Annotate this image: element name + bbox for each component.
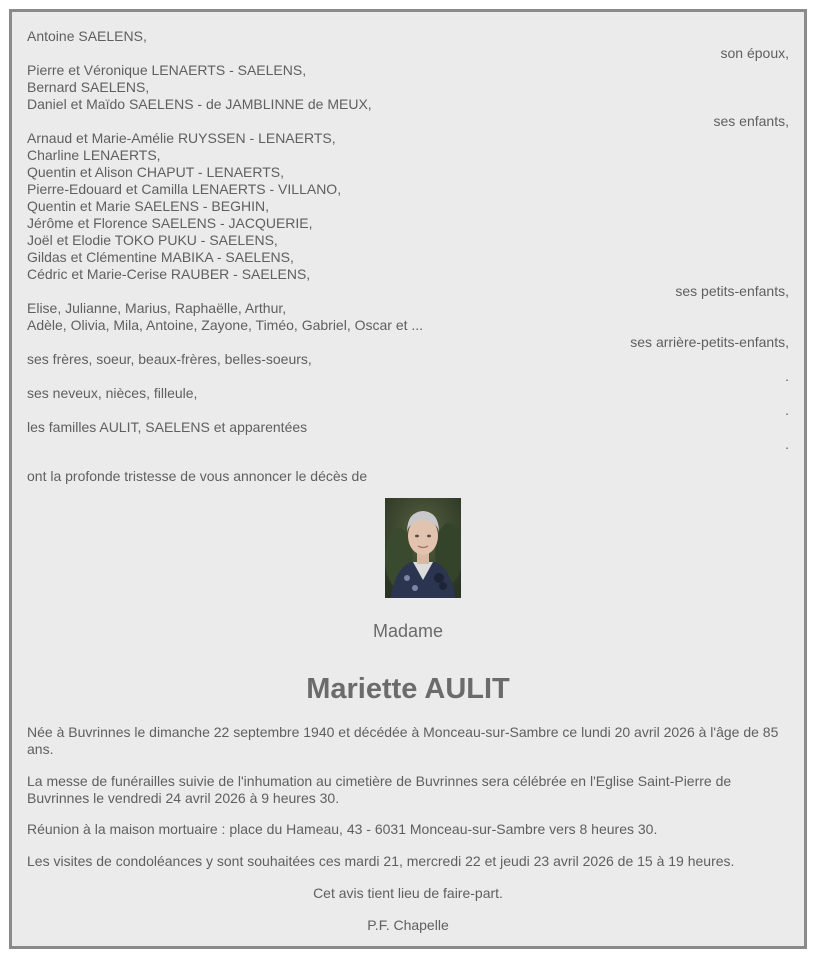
great-grandchild-names: Elise, Julianne, Marius, Raphaëlle, Arthur, <box>27 300 287 316</box>
announcement-text: ont la profonde tristesse de vous annoncer le décès de <box>27 468 368 484</box>
grandchild-name: Charline LENAERTS, <box>27 147 161 163</box>
children-role: ses enfants, <box>713 113 789 129</box>
grandchild-name: Arnaud et Marie-Amélie RUYSSEN - LENAERTS, <box>27 130 336 146</box>
grandchild-name: Joël et Elodie TOKO PUKU - SAELENS, <box>27 232 278 248</box>
grandchild-name: Jérôme et Florence SAELENS - JACQUERIE, <box>27 215 313 231</box>
grandchildren-role: ses petits-enfants, <box>675 283 789 299</box>
grandchild-name: Pierre-Edouard et Camilla LENAERTS - VILLANO, <box>27 181 342 197</box>
great-grandchild-names: Adèle, Olivia, Mila, Antoine, Zayone, Timéo, Gabriel, Oscar et ... <box>27 317 424 333</box>
spouse-role: son époux, <box>720 45 789 61</box>
siblings-role: . <box>785 368 789 384</box>
deceased-title: Madame <box>372 621 444 641</box>
families-role: . <box>785 436 789 452</box>
condolences-paragraph: Les visites de condoléances y sont souhaitées ces mardi 21, mercredi 22 et jeudi 23 avril 2026 de 15 à 19 heures. <box>27 853 735 869</box>
funeral-paragraph: La messe de funérailles suivie de l'inhumation au cimetière de Buvrinnes sera célébrée en l'Eglise Saint-Pierre de Buvrinnes le vendredi 24 avril 2026 à 9 heures 30. <box>27 773 732 806</box>
grandchild-name: Cédric et Marie-Cerise RAUBER - SAELENS, <box>27 266 311 282</box>
portrait-photo <box>385 498 461 598</box>
child-name: Bernard SAELENS, <box>27 79 150 95</box>
grandchild-name: Gildas et Clémentine MABIKA - SAELENS, <box>27 249 294 265</box>
funeral-home: P.F. Chapelle <box>367 917 449 933</box>
grandchild-name: Quentin et Marie SAELENS - BEGHIN, <box>27 198 269 214</box>
spouse-name: Antoine SAELENS, <box>27 28 147 44</box>
birth-death-paragraph: Née à Buvrinnes le dimanche 22 septembre 1940 et décédée à Monceau-sur-Sambre ce lundi 20 avril 2026 à l'âge de 85 ans. <box>27 724 779 757</box>
great-grandchildren-role: ses arrière-petits-enfants, <box>630 334 789 350</box>
child-name: Pierre et Véronique LENAERTS - SAELENS, <box>27 62 307 78</box>
notice-text: Cet avis tient lieu de faire-part. <box>313 885 503 901</box>
families-line: les familles AULIT, SAELENS et apparentées <box>27 419 308 435</box>
gathering-paragraph: Réunion à la maison mortuaire : place du Hameau, 43 - 6031 Monceau-sur-Sambre vers 8 heures 30. <box>27 821 658 837</box>
grandchild-name: Quentin et Alison CHAPUT - LENAERTS, <box>27 164 285 180</box>
child-name: Daniel et Maïdo SAELENS - de JAMBLINNE de MEUX, <box>27 96 372 112</box>
deceased-name: Mariette AULIT <box>306 673 510 705</box>
nephews-line: ses neveux, nièces, filleule, <box>27 385 198 401</box>
portrait-image <box>385 498 461 598</box>
nephews-role: . <box>785 402 789 418</box>
obituary-card <box>9 9 807 949</box>
siblings-line: ses frères, soeur, beaux-frères, belles-soeurs, <box>27 351 312 367</box>
